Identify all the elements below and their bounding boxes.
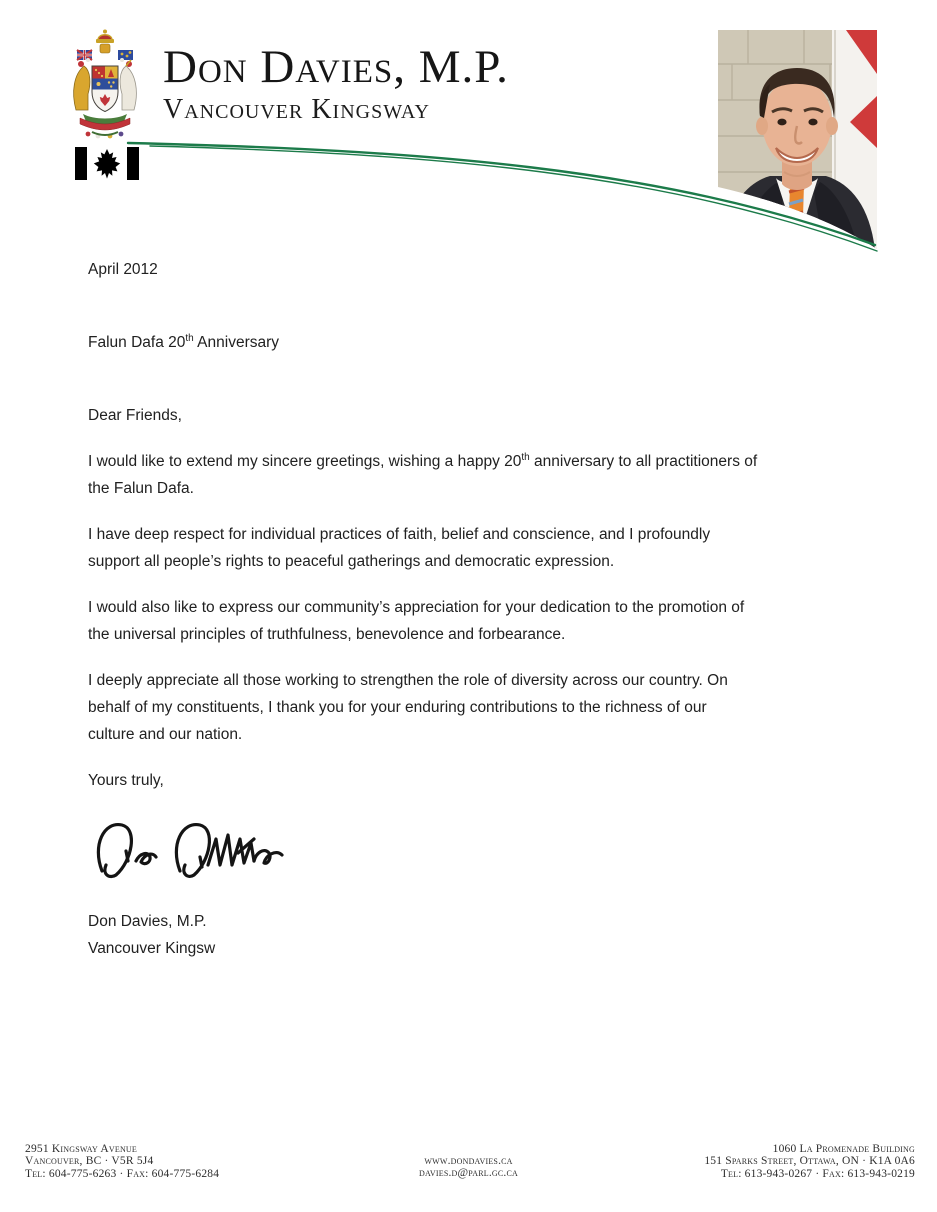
signed-riding: Vancouver Kingsw: [88, 940, 216, 957]
paragraph-text: I would like to extend my sincere greetings, wishing a happy 20: [88, 453, 522, 470]
footer-address-line: 151 Sparks Street, Ottawa, ON · K1A 0A6: [704, 1155, 915, 1168]
letter-paragraph-1: [88, 448, 888, 502]
member-name: Don Davies, M.P.: [163, 41, 509, 93]
letter-body: [88, 256, 888, 962]
coat-of-arms-icon: [68, 28, 142, 145]
paragraph-line: support all people’s rights to peaceful gatherings and democratic expression.: [88, 553, 615, 570]
footer-address-line: Vancouver, BC · V5R 5J4: [25, 1155, 154, 1168]
footer-email: davies.d@parl.gc.ca: [418, 1167, 519, 1180]
letterhead-title: [163, 41, 509, 125]
letter-closing: Yours truly,: [88, 772, 164, 789]
subject-text-cont: Anniversary: [193, 334, 280, 351]
letter-subject: [88, 329, 888, 356]
signature-image: [88, 813, 888, 893]
paragraph-text-cont: anniversary to all practitioners of: [529, 453, 758, 470]
signature-block: [88, 908, 888, 962]
paragraph-line: behalf of my constituents, I thank you for your enduring contributions to the richness of our: [88, 699, 707, 716]
subject-superscript: th: [185, 332, 194, 344]
riding-name: Vancouver Kingsway: [163, 94, 430, 125]
letter-paragraph-2: [88, 521, 888, 575]
footer-address-line: 2951 Kingsway Avenue: [25, 1143, 137, 1155]
letter-salutation: Dear Friends,: [88, 407, 182, 424]
portrait-photo: [718, 30, 877, 255]
letter-paragraph-3: [88, 594, 888, 648]
paragraph-superscript: th: [521, 451, 530, 463]
paragraph-line: [88, 448, 888, 475]
letter-date: April 2012: [88, 261, 158, 278]
footer-phone-line: Tel: 604-775-6263 · Fax: 604-775-6284: [25, 1167, 220, 1180]
paragraph-line: I deeply appreciate all those working to strengthen the role of diversity across our country. On: [88, 672, 728, 689]
paragraph-line: the Falun Dafa.: [88, 480, 194, 497]
footer-phone-line: Tel: 613-943-0267 · Fax: 613-943-0219: [720, 1167, 915, 1180]
footer-ottawa-address: [704, 1143, 915, 1180]
canada-flag-icon: [75, 147, 139, 185]
footer-website: www.dondavies.ca: [424, 1155, 513, 1167]
paragraph-line: the universal principles of truthfulness, benevolence and forbearance.: [88, 626, 566, 643]
letter-paragraph-4: [88, 667, 888, 748]
paragraph-line: I would also like to express our community’s appreciation for your dedication to the promotion of: [88, 599, 745, 616]
signed-name: Don Davies, M.P.: [88, 913, 207, 930]
paragraph-line: culture and our nation.: [88, 726, 243, 743]
footer-address-line: 1060 La Promenade Building: [772, 1143, 915, 1155]
paragraph-line: I have deep respect for individual practices of faith, belief and conscience, and I profoundly: [88, 526, 711, 543]
subject-text: Falun Dafa 20: [88, 334, 186, 351]
